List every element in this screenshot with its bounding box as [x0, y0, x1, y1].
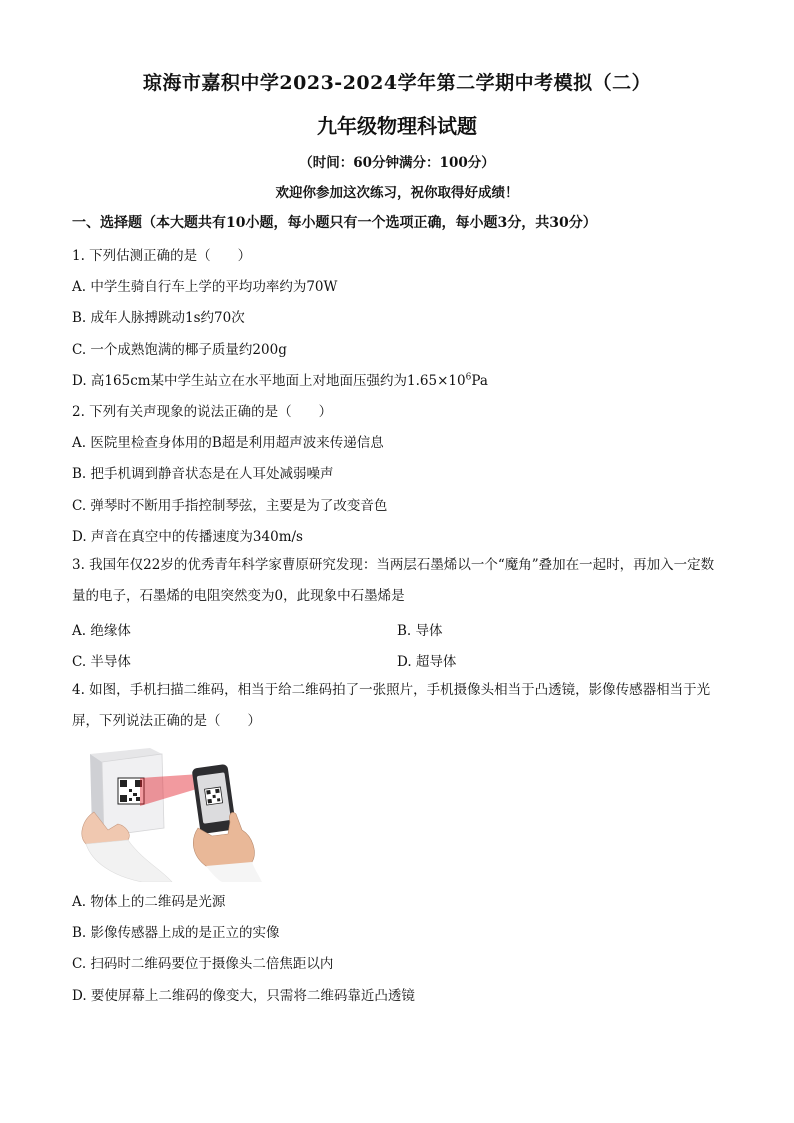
- question-4-option-a: A. 物体上的二维码是光源: [72, 894, 226, 910]
- option-d-exponent: 6: [465, 372, 472, 383]
- question-4-option-b: B. 影像传感器上成的是正立的实像: [72, 925, 280, 941]
- question-1-option-d: [72, 369, 488, 389]
- school-title: 琼海市嘉积中学2023-2024学年第二学期中考模拟（二）: [142, 72, 652, 94]
- question-1-option-b: B. 成年人脉搏跳动1s约70次: [72, 310, 245, 326]
- subject-title: 九年级物理科试题: [317, 114, 477, 138]
- question-1-stem: 1. 下列估测正确的是（ ）: [72, 248, 252, 264]
- welcome-text: 欢迎你参加这次练习，祝你取得好成绩！: [275, 185, 519, 201]
- question-4-option-c: C. 扫码时二维码要位于摄像头二倍焦距以内: [72, 956, 334, 972]
- question-3-option-a: A. 绝缘体: [72, 623, 131, 639]
- question-2-option-a: A. 医院里检查身体用的B超是利用超声波来传递信息: [72, 435, 384, 451]
- section-heading: 一、选择题（本大题共有10小题，每小题只有一个选项正确，每小题3分，共30分）: [72, 215, 597, 231]
- question-2-option-b: B. 把手机调到静音状态是在人耳处减弱噪声: [72, 466, 334, 482]
- option-d-text: D. 高165cm某中学生站立在水平地面上对地面压强约为1.65×10: [72, 373, 466, 389]
- question-3-option-b: B. 导体: [397, 623, 443, 639]
- question-3-option-c: C. 半导体: [72, 654, 131, 670]
- question-2-option-d: D. 声音在真空中的传播速度为340m/s: [72, 529, 303, 545]
- question-4-stem: 4. 如图，手机扫描二维码，相当于给二维码拍了一张照片，手机摄像头相当于凸透镜，影像传感器相当于光屏，下列说法正确的是（ ）: [72, 682, 711, 729]
- option-d-unit: Pa: [471, 373, 488, 389]
- time-info: （时间：60分钟满分：100分）: [299, 155, 495, 171]
- question-1-option-c: C. 一个成熟饱满的椰子质量约200g: [72, 342, 287, 358]
- question-1-option-a: A. 中学生骑自行车上学的平均功率约为70W: [72, 279, 338, 295]
- question-4-option-d: D. 要使屏幕上二维码的像变大，只需将二维码靠近凸透镜: [72, 988, 415, 1004]
- question-2-stem: 2. 下列有关声现象的说法正确的是（ ）: [72, 404, 333, 420]
- question-2-option-c: C. 弹琴时不断用手指控制琴弦，主要是为了改变音色: [72, 498, 388, 514]
- question-3-stem: 3. 我国年仅22岁的优秀青年科学家曹原研究发现：当两层石墨烯以一个“魔角”叠加在一起时，再加入一定数量的电子，石墨烯的电阻突然变为0，此现象中石墨烯是: [72, 557, 715, 604]
- qr-scan-figure: [72, 744, 268, 882]
- question-3-option-d: D. 超导体: [397, 654, 457, 670]
